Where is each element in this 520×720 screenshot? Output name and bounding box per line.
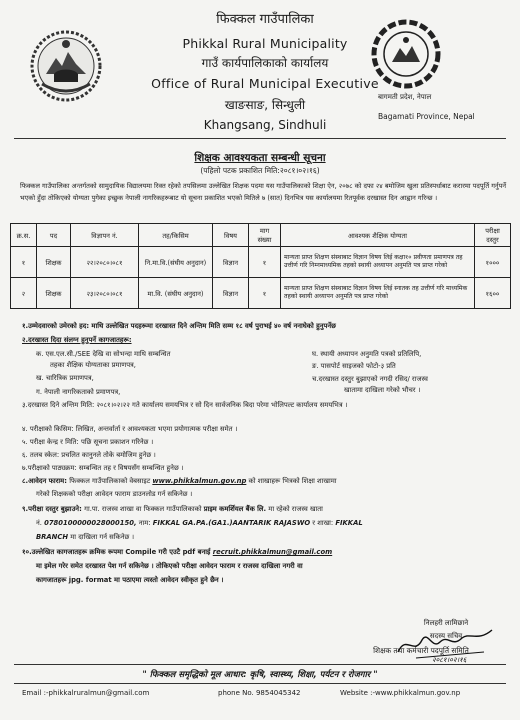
item-text: नाम:	[136, 519, 153, 527]
header-province-en: Bagamati Province, Nepal	[378, 112, 475, 121]
signer-committee: शिक्षक तथा कर्मचारी पदपूर्ति समिति	[373, 646, 469, 655]
item-text: १०.उल्लेखित कागजातहरू क्रमिक रूपमा Compile गरी एउटै pdf बनाई	[22, 548, 213, 556]
doc-gha: घ. स्थायी अध्यापन अनुमति पत्रको प्रतिलिपि,	[312, 350, 422, 358]
table-cell: नि.मा.वि.(संघीय अनुदान)	[139, 247, 213, 278]
doc-ga: ग. नेपाली नागरिकताको प्रमाणपत्र,	[36, 388, 121, 396]
branch-name-cont: BRANCH	[36, 533, 69, 541]
doc-kha: ख. चारित्रिक प्रमाणपत्र,	[36, 374, 94, 382]
account-number: 0780100000028000150,	[44, 519, 137, 527]
table-cell: २२।२०८०।०८१	[71, 247, 139, 278]
table-cell: विज्ञान	[213, 278, 249, 309]
header-office-en: Office of Rural Municipal Executive	[151, 76, 379, 91]
doc-nga: ङ. पासपोर्ट साइजको फोटो-३ प्रति	[312, 362, 396, 370]
municipality-logo-icon	[370, 18, 442, 90]
footer-website: Website :-www.phikkalmun.gov.np	[340, 689, 461, 697]
item-email-submission-cont1: मा इमेल गरेर समेत दरखास्त पेश गर्न सकिनेछ । तोकिएको परीक्षा आवेदन फाराम र राजस्व दाखिला नगरी वा	[36, 562, 303, 570]
signer-role: सदस्य सचिव	[429, 632, 463, 640]
item-text: फिक्कल गाउँपालिकाको वेबसाइट	[69, 477, 153, 485]
header-municipality-np: फिक्कल गाउँपालिका	[216, 12, 314, 27]
table-cell: मान्यता प्राप्त शिक्षण संस्थाबाट विज्ञान विषय लिई स्नातक तह उत्तीर्ण गरि माध्यमिक तहको स्थायी अध्यापन अनुमति पत्र प्राप्त गरेको	[281, 278, 475, 309]
vacancy-table	[10, 223, 511, 309]
item-label: ९.परीक्षा दस्तुर बुझाउने:	[22, 505, 85, 513]
table-cell: २	[11, 278, 37, 309]
col-header: पद	[37, 224, 71, 247]
signature-date: २०८१।०२।१६	[432, 656, 467, 664]
table-row	[11, 247, 511, 278]
col-header: क्र.स.	[11, 224, 37, 247]
table-cell: २३।२०८०।०८१	[71, 278, 139, 309]
table-cell: शिक्षक	[37, 247, 71, 278]
item-label: ८.आवेदन फाराम:	[22, 477, 70, 485]
table-cell: मा.वि. (संघीय अनुदान)	[139, 278, 213, 309]
notice-title: शिक्षक आवश्यकता सम्बन्धी सूचना	[194, 152, 326, 164]
header-address-np: खाङसाङ, सिन्धुली	[224, 98, 306, 112]
table-cell: १६००	[475, 278, 511, 309]
signature-scrawl-icon	[392, 622, 502, 664]
account-name: FIKKAL GA.PA.(GA1.)AANTARIK RAJASWO	[152, 519, 311, 527]
notice-subtitle: (पहिलो पटक प्रकाशित मिति:२०८१।०२।१६)	[200, 166, 320, 175]
doc-ca-line1: च.दरखास्त दस्तुर बुझाएको नगदी रसिद/ राजस्व	[312, 375, 428, 383]
table-cell: मान्यता प्राप्त शिक्षण संस्थाबाट विज्ञान विषय लिई कक्षा१० प्रवीणता प्रमाणपत्र तह उत्तीर्ण गरि निम्नमाध्यमिक तहको स्थायी अध्यापन अनुमति पत्र प्राप्त गरेको	[281, 247, 475, 278]
website-link[interactable]: www.phikkalmun.gov.np	[152, 477, 247, 485]
item-text: मा दाखिला गर्न सकिनेछ ।	[68, 533, 135, 541]
col-header: तह/किसिम	[139, 224, 213, 247]
item-syllabus: ७.परीक्षाको पाठ्यक्रम: सम्बन्धित तह र विषयसँग सम्बन्धित हुनेछ ।	[22, 464, 184, 472]
col-header: माग संख्या	[249, 224, 281, 247]
item-exam-centre: ५. परीक्षा केन्द्र र मिति: पछि सूचना प्रकाशन गरिनेछ ।	[22, 438, 154, 446]
footer-divider-bottom	[14, 683, 506, 684]
table-cell: १०००	[475, 247, 511, 278]
table-cell: १	[249, 278, 281, 309]
table-header-row	[11, 224, 511, 247]
header-divider	[14, 138, 506, 139]
signer-name: निलहरी लामिछाने	[423, 619, 469, 627]
col-header: विषय	[213, 224, 249, 247]
item-age-limit: १.उम्मेदवारको उमेरको हद: माथि उल्लेखित पदहरूमा दरखास्त दिने अन्तिम मिति सम्म १८ वर्ष पुराभई ४० वर्ष ननाघेको हुनुपर्नेछ	[22, 322, 336, 330]
footer-email: Email :-phikkalruralmun@gmail.com	[22, 689, 150, 697]
header-address-en: Khangsang, Sindhuli	[203, 118, 327, 132]
item-exam-type: ४. परीक्षाको किसिम: लिखित, अन्तर्वार्ता र आवश्यकता भएमा प्रयोगात्मक परीक्षा समेत ।	[22, 425, 238, 433]
item-deadline: ३.दरखास्त दिने अन्तिम मिति: २०८१।०२।२२ गते कार्यालय समयभित्र र सो दिन सार्वजनिक बिदा परेमा भोलिपल्ट कार्यालय समयभित्र ।	[22, 401, 348, 409]
col-header: परीक्षा दस्तुर	[475, 224, 511, 247]
item-application-form	[22, 477, 506, 486]
footer-phone: phone No. 9854045342	[218, 689, 301, 697]
item-email-submission-cont2: कागजातहरू jpg. format मा पठाएमा त्यस्तो आवेदन स्वीकृत हुने छैन ।	[36, 576, 224, 584]
table-cell: शिक्षक	[37, 278, 71, 309]
item-text: मा रहेको राजस्व खाता	[266, 505, 323, 513]
nepal-emblem-icon	[28, 28, 104, 104]
item-text: नं.	[36, 519, 45, 527]
footer-slogan: " फिक्कल समृद्धिको मूल आधार: कृषि, स्वास्थ्य, शिक्षा, पर्यटन र रोजगार "	[142, 670, 378, 680]
item-documents-heading: २.दरखास्त दिदा संलग्न हुनुपर्ने कागजातहरू:	[22, 336, 132, 344]
notice-intro: फिक्कल गाउँपालिका अन्तर्गतको सामुदायिक विद्यालयमा रिक्त रहेको तपसिलमा उल्लेखित शिक्षक पदमा यस गाउँपालिकाको शिक्षा ऐन, २०७८ को दफा २४ बमोजिम खुला प्रतिस्पर्धाबाट करारमा पदपूर्ति गर्नुपर्ने भएको हुँदा तोकिएको योग्यता पुगेका इच्छुक नेपाली नागरिकहरूबाट यो सूचना प्रकाशित भएको मितिले ७ (सात) दिनभित्र यस कार्यालयमा रितपूर्वक दरखास्त दिन आह्वान गरिन्छ ।	[20, 182, 506, 202]
item-salary: ६. तलब स्केल: प्रचलित कानुनले तोके बमोजिम हुनेछ ।	[22, 451, 156, 459]
header-municipality-en: Phikkal Rural Municipality	[182, 36, 348, 51]
item-text: को शाखाहरू भित्रको शिक्षा शाखामा	[246, 477, 337, 485]
item-fee-payment	[22, 505, 506, 514]
header-office-np: गाउँ कार्यपालिकाको कार्यालय	[201, 56, 329, 70]
header-province-np: बागमती प्रदेश, नेपाल	[378, 93, 432, 101]
table-cell: १	[11, 247, 37, 278]
footer-divider-top	[14, 664, 506, 665]
branch-name: FIKKAL	[335, 519, 363, 527]
doc-ka-line1: क. एस.एल.सी./SEE देखि वा सोभन्दा माथि सम्बन्धित	[36, 350, 171, 358]
doc-ca-line2: खातामा दाखिला गरेको भौचर ।	[344, 386, 421, 394]
col-header: विज्ञापन नं.	[71, 224, 139, 247]
table-row	[11, 278, 511, 309]
doc-ka-line2: तहका शैक्षिक योग्यताका प्रमाणपत्र,	[50, 361, 136, 369]
item-text: गा.पा. राजस्व शाखा वा फिक्कल गाउँपालिकाको	[84, 505, 204, 513]
item-text: र शाखा:	[310, 519, 336, 527]
col-header: आवश्यक शैक्षिक योग्यता	[281, 224, 475, 247]
recruit-email-link[interactable]: recruit.phikkalmun@gmail.com	[212, 548, 333, 556]
item-fee-account	[36, 519, 506, 528]
table-cell: विज्ञान	[213, 247, 249, 278]
item-email-submission	[22, 548, 506, 557]
bank-name: प्राइम कमर्शियल बैंक लि.	[203, 505, 267, 513]
item-fee-branch	[36, 533, 506, 542]
item-application-form-cont: गरेको शिक्षकको परीक्षा आवेदन फाराम डाउनलोड गर्न सकिनेछ ।	[36, 490, 193, 498]
table-cell: १	[249, 247, 281, 278]
